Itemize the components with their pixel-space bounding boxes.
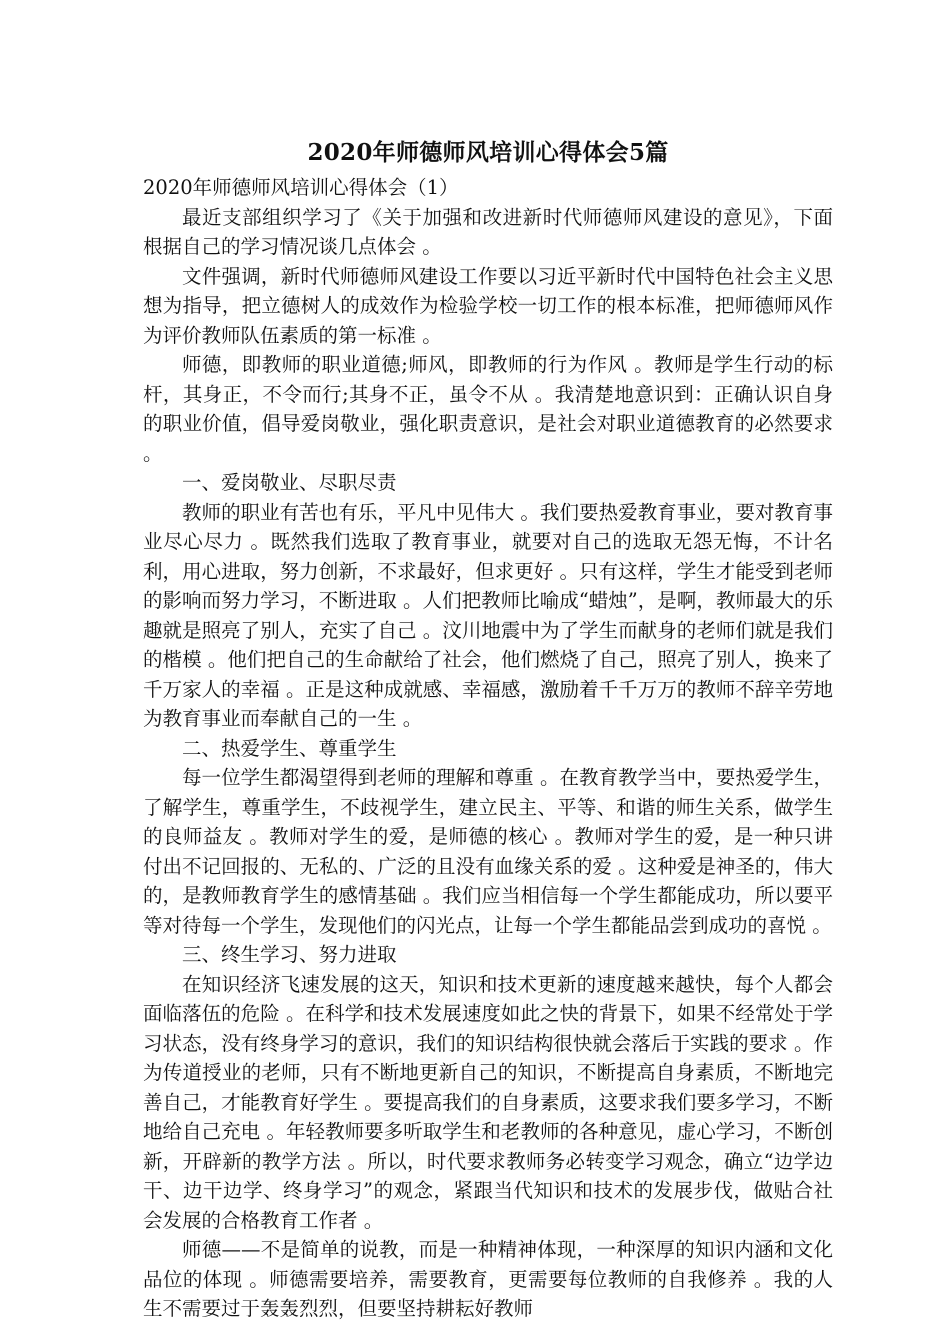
paragraph-teacher-ethics: 师德，即教师的职业道德;师风，即教师的行为作风 。教师是学生行动的标杆，其身正，不令而行;其身不正，虽令不从 。我清楚地意识到：正确认识自身的职业价值，倡导爱岗敬业，强化职责意识，是社会对职业道德教育的必然要求 。 <box>143 353 833 465</box>
document-body <box>143 136 833 1324</box>
document-title: 2020年师德师风培训心得体会5篇 <box>307 139 669 166</box>
paragraph-conclusion: 师德——不是简单的说教，而是一种精神体现，一种深厚的知识内涵和文化品位的体现 。师德需要培养，需要教育，更需要每位教师的自我修养 。我的人生不需要过于轰轰烈烈，但要坚持耕耘好教师 <box>143 1238 833 1320</box>
heading-love-students: 二、热爱学生、尊重学生 <box>182 736 397 760</box>
section-title: 2020年师德师风培训心得体会（1） <box>143 176 459 199</box>
paragraph-dedication: 教师的职业有苦也有乐，平凡中见伟大 。我们要热爱教育事业，要对教育事业尽心尽力 。既然我们选取了教育事业，就要对自己的选取无怨无悔，不计名利，用心进取，努力创新，不求最好，但求更好 。只有这样，学生才能受到老师的影响而努力学习，不断进取 。人们把教师比喻成“蜡烛”，是啊，教师最大的乐趣就是照亮了别人，充实了自己 。汶川地震中为了学生而献身的老师们就是我们的楷模 。他们把自己的生命献给了社会，他们燃烧了自己，照亮了别人，换来了千万家人的幸福 。正是这种成就感、幸福感，激励着千千万万的教师不辞辛劳地为教育事业而奉献自己的一生 。 <box>143 500 833 730</box>
paragraph-lifelong-learning: 在知识经济飞速发展的这天，知识和技术更新的速度越来越快，每个人都会面临落伍的危险 。在科学和技术发展速度如此之快的背景下，如果不经常处于学习状态，没有终身学习的意识，我们的知识结构很快就会落后于实践的要求 。作为传道授业的老师，只有不断地更新自己的知识，不断提高自身素质，不断地完善自己，才能教育好学生 。要提高我们的自身素质，这要求我们要多学习，不断地给自己充电 。年轻教师要多听取学生和老教师的各种意见，虚心学习，不断创新，开辟新的教学方法 。所以，时代要求教师务必转变学习观念，确立“边学边干、边干边学、终身学习”的观念，紧跟当代知识和技术的发展步伐，做贴合社会发展的合格教育工作者 。 <box>143 972 833 1232</box>
heading-dedication: 一、爱岗敬业、尽职尽责 <box>182 471 397 494</box>
heading-lifelong-learning: 三、终生学习、努力进取 <box>182 943 397 966</box>
paragraph-document-emphasis: 文件强调，新时代师德师风建设工作要以习近平新时代中国特色社会主义思想为指导，把立德树人的成效作为检验学校一切工作的根本标准，把师德师风作为评价教师队伍素质的第一标准 。 <box>143 264 833 347</box>
paragraph-intro: 最近支部组织学习了《关于加强和改进新时代师德师风建设的意见》，下面根据自己的学习情况谈几点体会 。 <box>143 205 833 258</box>
paragraph-love-students: 每一位学生都渴望得到老师的理解和尊重 。在教育教学当中，要热爱学生，了解学生，尊重学生，不歧视学生，建立民主、平等、和谐的师生关系，做学生的良师益友 。教师对学生的爱，是师德的核心 。教师对学生的爱，是一种只讲付出不记回报的、无私的、广泛的且没有血缘关系的爱 。这种爱是神圣的，伟大的，是教师教育学生的感情基础 。我们应当相信每一个学生都能成功，所以要平等对待每一个学生，发现他们的闪光点，让每一个学生都能品尝到成功的喜悦 。 <box>143 766 833 937</box>
